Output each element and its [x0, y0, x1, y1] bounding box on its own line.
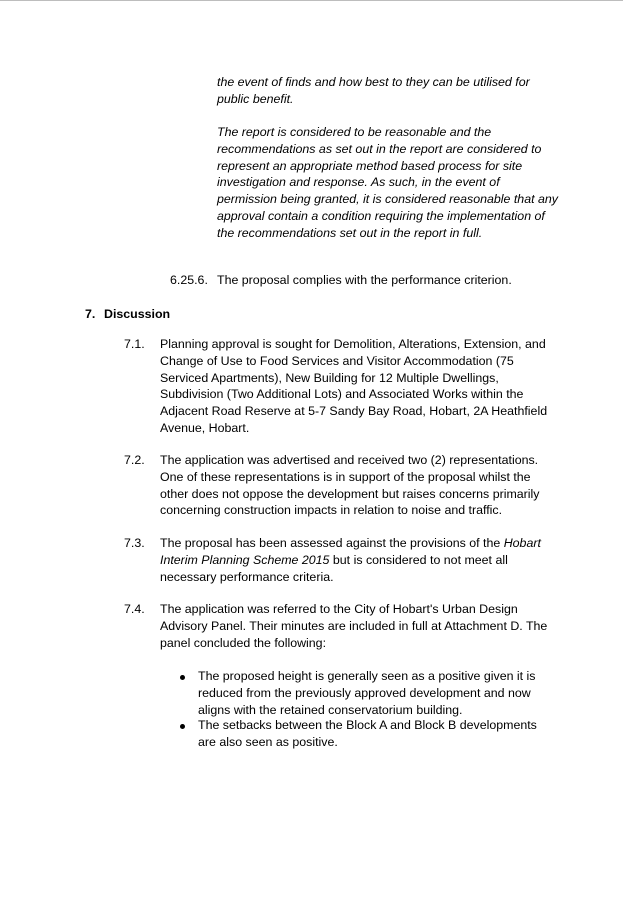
item-number-7-4: 7.4.: [124, 602, 145, 616]
italic-paragraph-1: the event of finds and how best to they can be utilised for public benefit.: [217, 75, 530, 106]
clause-text: The proposal complies with the performance criterion.: [217, 273, 512, 287]
item-text-7-3-start: The proposal has been assessed against the provisions of the: [160, 536, 504, 550]
planning-scheme-title: Hobart Interim Planning Scheme 2015: [160, 536, 541, 567]
bullet-dot-icon: [180, 724, 185, 729]
page-top-border: [0, 0, 623, 1]
bullet-item: The setbacks between the Block A and Block B developments are also seen as positive.: [198, 718, 537, 749]
item-text-7-2: The application was advertised and received two (2) representations. One of these representations is in support of the proposal whilst the other does not oppose the development but raises concerns primarily concerning construction impacts in relation to noise and traffic.: [160, 453, 540, 518]
italic-paragraph-2: The report is considered to be reasonable and the recommendations as set out in the report are considered to represent an appropriate method based process for site investigation and response. As such, in the event of permission being granted, it is considered reasonable that any approval contain a condition requiring the implementation of the recommendations set out in the report in full.: [217, 125, 558, 240]
item-number-7-2: 7.2.: [124, 453, 145, 467]
section-title: Discussion: [104, 307, 171, 321]
clause-number: 6.25.6.: [170, 273, 208, 287]
item-text-7-4: The application was referred to the City of Hobart's Urban Design Advisory Panel. Their minutes are included in full at Attachment D. The panel concluded the following:: [160, 602, 548, 650]
bullet-dot-icon: [180, 675, 185, 680]
item-number-7-1: 7.1.: [124, 337, 145, 351]
section-number: 7.: [85, 307, 96, 321]
item-text-7-3-end: but is considered to not meet all necessary performance criteria.: [160, 552, 508, 584]
item-text-7-3: [160, 535, 560, 585]
item-number-7-3: 7.3.: [124, 536, 145, 550]
bullet-item: The proposed height is generally seen as a positive given it is reduced from the previously approved development and now aligns with the retained conservatorium building.: [198, 669, 536, 717]
item-text-7-1: Planning approval is sought for Demolition, Alterations, Extension, and Change of Use to Food Services and Visitor Accommodation (75 Serviced Apartments), New Building for 12 Multiple Dwellings, Subdivision (Two Additional Lots) and Associated Works within the Adjacent Road Reserve at 5-7 Sandy Bay Road, Hobart, 2A Heathfield Avenue, Hobart.: [160, 337, 548, 435]
